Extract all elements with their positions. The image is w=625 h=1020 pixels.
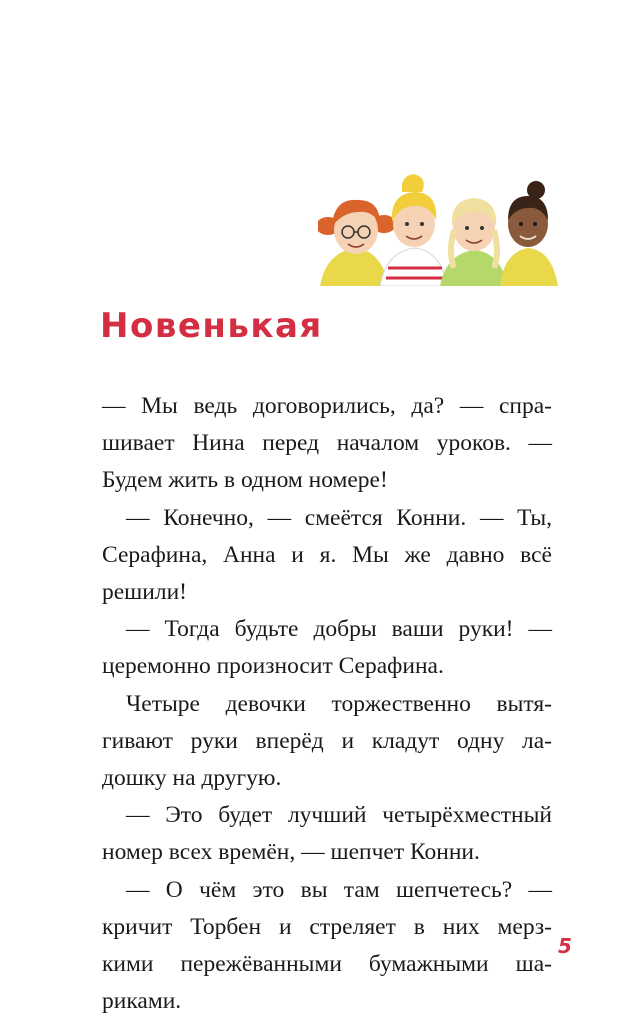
text-line: Четыре девочки торжественно вытя- bbox=[126, 690, 552, 717]
text-line: — Это будет лучший четырёхместный bbox=[126, 802, 552, 829]
chapter-title: Новенькая bbox=[100, 306, 323, 346]
girl-4-bun bbox=[500, 181, 558, 286]
text-line: Серафина, Анна и я. Мы же давно всё bbox=[102, 541, 552, 568]
text-line: церемонно произносит Серафина. bbox=[102, 653, 444, 680]
chapter-body-text bbox=[102, 388, 552, 1020]
text-line: шивает Нина перед началом уроков. — bbox=[102, 430, 552, 457]
text-line: кричит Торбен и стреляет в них мерз- bbox=[102, 913, 552, 940]
text-line: — Мы ведь договорились, да? — спра- bbox=[102, 393, 552, 419]
text-line: гивают руки вперёд и кладут одну ла- bbox=[102, 727, 552, 754]
text-line: Будем жить в одном номере! bbox=[102, 467, 388, 494]
text-line: решили! bbox=[102, 579, 187, 606]
text-line: риками. bbox=[102, 988, 182, 1015]
text-line: — О чём это вы там шепчетесь? — bbox=[126, 876, 552, 903]
text-line: — Конечно, — смеётся Конни. — Ты, bbox=[126, 504, 552, 531]
text-line: — Тогда будьте добры ваши руки! — bbox=[126, 616, 552, 643]
page-number: 5 bbox=[558, 934, 572, 958]
four-girls-illustration bbox=[318, 168, 558, 286]
text-line: номер всех времён, — шепчет Конни. bbox=[102, 839, 480, 866]
text-line: кими пережёванными бумажными ша- bbox=[102, 951, 552, 978]
text-line: дошку на другую. bbox=[102, 765, 282, 792]
girl-3-braids bbox=[440, 198, 508, 286]
